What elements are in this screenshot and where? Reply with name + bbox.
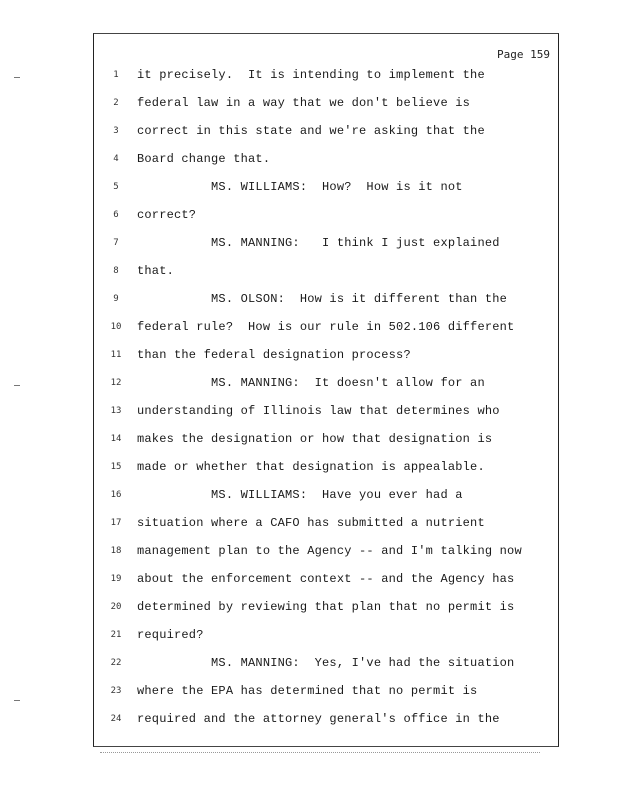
transcript-line bbox=[94, 401, 558, 421]
line-number: 1 bbox=[113, 70, 119, 80]
line-text: federal rule? How is our rule in 502.106 different bbox=[137, 320, 515, 334]
line-number: 13 bbox=[110, 406, 122, 416]
line-number: 15 bbox=[110, 462, 122, 472]
line-text: MS. MANNING: I think I just explained bbox=[137, 236, 500, 250]
line-text: required? bbox=[137, 628, 204, 642]
line-number: 12 bbox=[110, 378, 122, 388]
transcript-line bbox=[94, 261, 558, 281]
line-number: 21 bbox=[110, 630, 122, 640]
transcript-line bbox=[94, 681, 558, 701]
line-text: determined by reviewing that plan that no permit is bbox=[137, 600, 515, 614]
line-number: 24 bbox=[110, 714, 122, 724]
line-text: MS. MANNING: Yes, I've had the situation bbox=[137, 656, 515, 670]
line-number: 18 bbox=[110, 546, 122, 556]
line-number: 8 bbox=[113, 266, 119, 276]
transcript-line bbox=[94, 289, 558, 309]
line-text: than the federal designation process? bbox=[137, 348, 411, 362]
line-number: 9 bbox=[113, 294, 119, 304]
line-text: situation where a CAFO has submitted a nutrient bbox=[137, 516, 485, 530]
line-text: MS. MANNING: It doesn't allow for an bbox=[137, 376, 485, 390]
transcript-line bbox=[94, 513, 558, 533]
line-number: 14 bbox=[110, 434, 122, 444]
line-text: correct in this state and we're asking that the bbox=[137, 124, 485, 138]
line-text: about the enforcement context -- and the Agency has bbox=[137, 572, 515, 586]
page-number: Page 159 bbox=[497, 48, 550, 61]
line-text: Board change that. bbox=[137, 152, 271, 166]
transcript-line bbox=[94, 345, 558, 365]
line-number: 6 bbox=[113, 210, 119, 220]
line-number: 10 bbox=[110, 322, 122, 332]
transcript-line bbox=[94, 709, 558, 729]
scan-margin-mark bbox=[14, 385, 20, 386]
scan-margin-mark bbox=[14, 77, 20, 78]
line-text: it precisely. It is intending to implement the bbox=[137, 68, 485, 82]
line-number: 2 bbox=[113, 98, 119, 108]
transcript-line bbox=[94, 429, 558, 449]
transcript-line bbox=[94, 625, 558, 645]
line-text: MS. OLSON: How is it different than the bbox=[137, 292, 508, 306]
line-number: 23 bbox=[110, 686, 122, 696]
line-text: that. bbox=[137, 264, 175, 278]
line-number: 16 bbox=[110, 490, 122, 500]
line-text: federal law in a way that we don't believe is bbox=[137, 96, 471, 110]
line-number: 5 bbox=[113, 182, 119, 192]
transcript-line bbox=[94, 65, 558, 85]
line-text: MS. WILLIAMS: How? How is it not bbox=[137, 180, 463, 194]
transcript-page bbox=[93, 33, 559, 747]
transcript-line bbox=[94, 205, 558, 225]
line-number: 19 bbox=[110, 574, 122, 584]
transcript-line bbox=[94, 317, 558, 337]
line-text: management plan to the Agency -- and I'm talking now bbox=[137, 544, 522, 558]
transcript-line bbox=[94, 653, 558, 673]
line-number: 3 bbox=[113, 126, 119, 136]
line-text: where the EPA has determined that no permit is bbox=[137, 684, 478, 698]
line-number: 4 bbox=[113, 154, 119, 164]
line-text: MS. WILLIAMS: Have you ever had a bbox=[137, 488, 463, 502]
transcript-line bbox=[94, 541, 558, 561]
transcript-line bbox=[94, 93, 558, 113]
transcript-line bbox=[94, 121, 558, 141]
transcript-line bbox=[94, 177, 558, 197]
line-text: makes the designation or how that designation is bbox=[137, 432, 493, 446]
line-number: 22 bbox=[110, 658, 122, 668]
transcript-line bbox=[94, 569, 558, 589]
transcript-line bbox=[94, 233, 558, 253]
line-text: required and the attorney general's office in the bbox=[137, 712, 500, 726]
transcript-line bbox=[94, 597, 558, 617]
line-number: 17 bbox=[110, 518, 122, 528]
transcript-line bbox=[94, 457, 558, 477]
line-text: correct? bbox=[137, 208, 197, 222]
transcript-line bbox=[94, 149, 558, 169]
transcript-line bbox=[94, 373, 558, 393]
scan-margin-mark bbox=[14, 700, 20, 701]
line-text: understanding of Illinois law that determines who bbox=[137, 404, 500, 418]
line-text: made or whether that designation is appealable. bbox=[137, 460, 485, 474]
line-number: 7 bbox=[113, 238, 119, 248]
line-number: 11 bbox=[110, 350, 122, 360]
line-number: 20 bbox=[110, 602, 122, 612]
transcript-line bbox=[94, 485, 558, 505]
footer-rule bbox=[100, 752, 540, 753]
